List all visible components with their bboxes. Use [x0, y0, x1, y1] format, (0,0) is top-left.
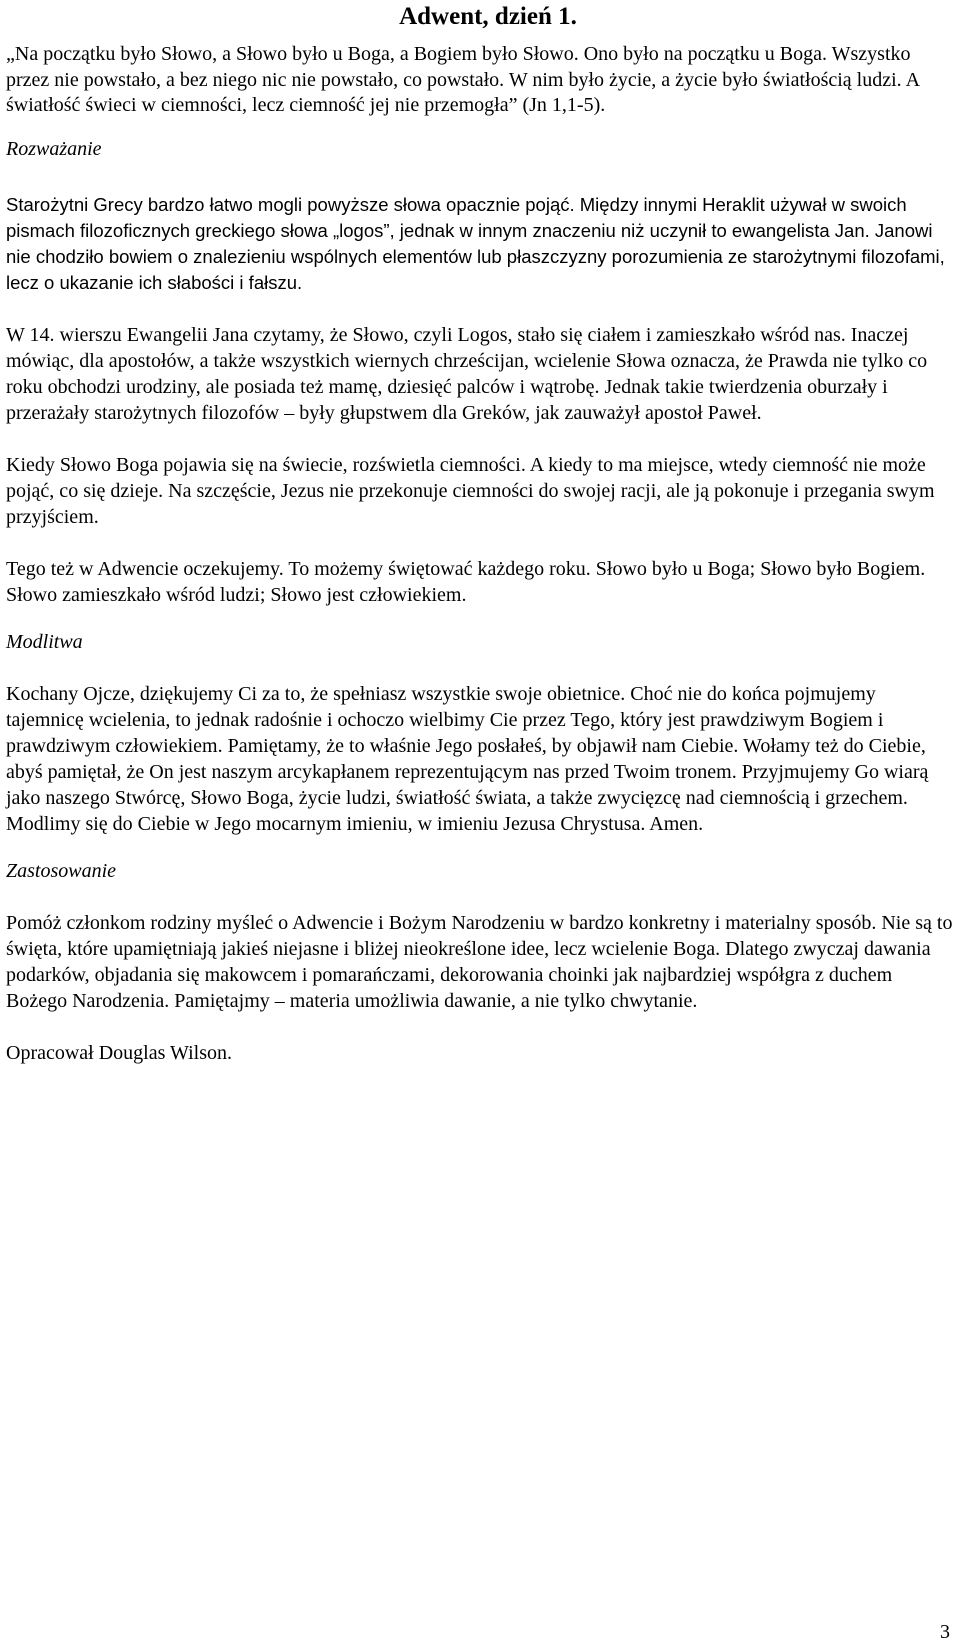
rozwazanie-paragraph-1: Starożytni Grecy bardzo łatwo mogli powyższe słowa opacznie pojąć. Między innymi Heraklit używał w swoich pismach filozoficznych greckiego słowa „logos”, jednak w innym znaczeniu niż uczynił to ewangelista Jan. Janowi nie chodziło bowiem o znalezieniu wspólnych elementów lub płaszczyzny porozumienia ze starożytnymi filozofami, lecz o ukazanie ich słabości i fałszu. — [6, 193, 945, 293]
rozwazanie-paragraph-2: W 14. wierszu Ewangelii Jana czytamy, że Słowo, czyli Logos, stało się ciałem i zamieszkało wśród nas. Inaczej mówiąc, dla apostołów, a także wszystkich wiernych chrześcijan, wcielenie Słowa oznacza, że Prawda nie tylko co roku obchodzi urodziny, ale posiada też mamę, dziesięć palców i wątrobę. Jednak takie twierdzenia oburzały i przerażały starożytnych filozofów – były głupstwem dla Greków, jak zauważył apostoł Paweł. — [6, 323, 928, 424]
zastosowanie-paragraph: Pomóż członkom rodziny myśleć o Adwencie i Bożym Narodzeniu w bardzo konkretny i materialny sposób. Nie są to święta, które upamiętniają jakieś niejasne i bliżej nieokreślone idee, lecz wcielenie Boga. Dlatego zwyczaj dawania podarków, objadania się makowcem i pomarańczami, dekorowania choinki jak najbardziej współgra z duchem Bożego Narodzenia. Pamiętajmy – materia umożliwia dawanie, a nie tylko chwytanie. — [6, 911, 953, 1012]
page-title: Adwent, dzień 1. — [399, 3, 577, 30]
section-heading-rozwazanie: Rozważanie — [6, 137, 102, 160]
scripture-verse: „Na początku było Słowo, a Słowo było u Boga, a Bogiem było Słowo. Ono było na początku u Boga. Wszystko przez nie powstało, a bez niego nic nie powstało, co powstało. W nim było życie, a życie było światłością ludzi. A światłość świeci w ciemności, lecz ciemność jej nie przemogła” (Jn 1,1-5). — [6, 43, 919, 116]
rozwazanie-paragraph-3: Kiedy Słowo Boga pojawia się na świecie, rozświetla ciemności. A kiedy to ma miejsce, wtedy ciemność nie może pojąć, co się dzieje. Na szczęście, Jezus nie przekonuje ciemności do swojej racji, ale ją pokonuje i przegania swym przyjściem. — [6, 453, 935, 528]
page-number: 3 — [940, 1621, 950, 1643]
section-heading-modlitwa: Modlitwa — [6, 630, 83, 653]
rozwazanie-paragraph-4: Tego też w Adwencie oczekujemy. To możemy świętować każdego roku. Słowo było u Boga; Słowo było Bogiem. Słowo zamieszkało wśród ludzi; Słowo jest człowiekiem. — [6, 557, 926, 606]
modlitwa-paragraph: Kochany Ojcze, dziękujemy Ci za to, że spełniasz wszystkie swoje obietnice. Choć nie do końca pojmujemy tajemnicę wcielenia, to jednak radośnie i ochoczo wielbimy Cie przez Tego, który jest prawdziwym Bogiem i prawdziwym człowiekiem. Pamiętamy, że to właśnie Jego posłałeś, by objawił nam Ciebie. Wołamy też do Ciebie, abyś pamiętał, że On jest naszym arcykapłanem reprezentującym nas przed Twoim tronem. Przyjmujemy Go wiarą jako naszego Stwórcę, Słowo Boga, życie ludzi, światłość świata, a także zwycięzcę nad ciemnością i grzechem. Modlimy się do Ciebie w Jego mocarnym imieniu, w imieniu Jezusa Chrystusa. Amen. — [6, 682, 929, 835]
section-heading-zastosowanie: Zastosowanie — [6, 859, 117, 882]
author-credit: Opracował Douglas Wilson. — [6, 1041, 233, 1064]
document-page — [6, 0, 956, 1066]
